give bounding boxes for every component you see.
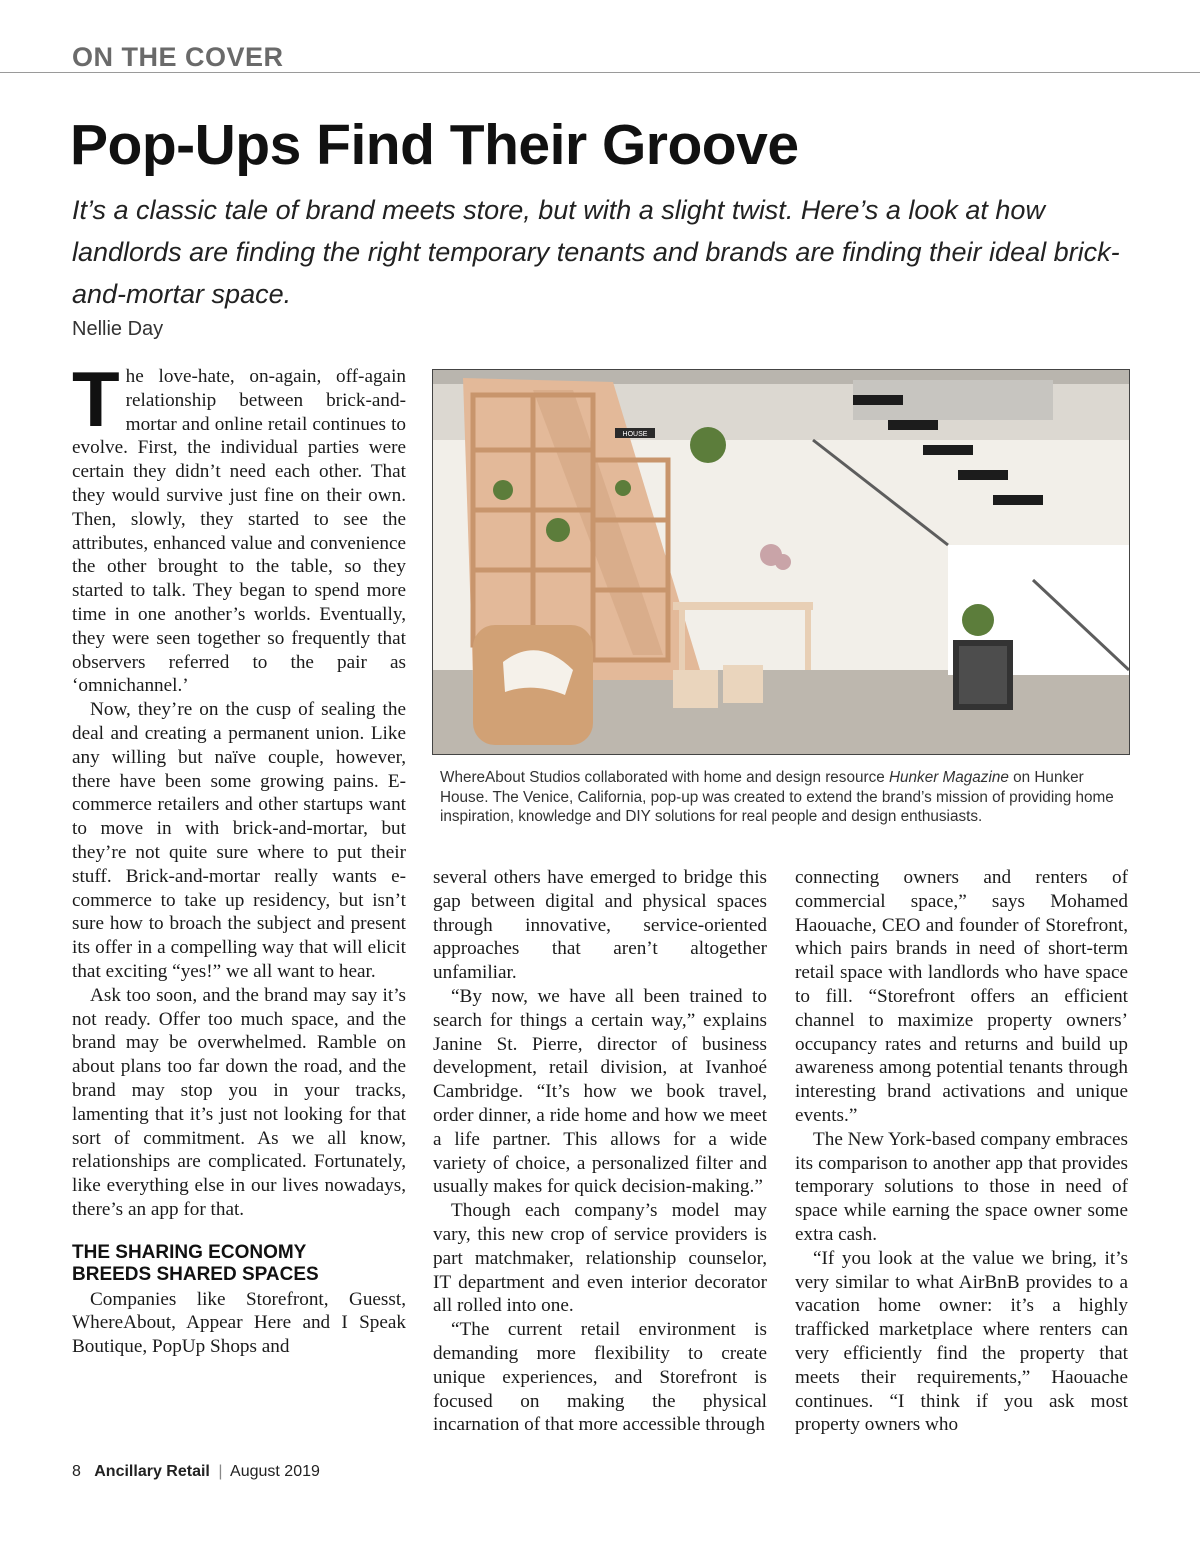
footer-separator: | bbox=[218, 1463, 223, 1480]
publication-name: Ancillary Retail bbox=[94, 1463, 210, 1480]
paragraph: Companies like Storefront, Guesst, WhereAbout, Appear Here and I Speak Boutique, PopUp Shops and bbox=[72, 1288, 406, 1358]
paragraph bbox=[72, 355, 406, 698]
caption-magazine-title: Hunker Magazine bbox=[888, 769, 1009, 786]
section-label: ON THE COVER bbox=[72, 42, 284, 72]
paragraph: connecting owners and renters of commercial space,” says Mohamed Haouache, CEO and founder of Storefront, which pairs brands in need of short-term retail space with landlords who have space to fill. “Storefront offers an efficient channel to maximize property owners’ occupancy rates and returns and build up awareness among potential tenants through interesting brand activations and unique events.” bbox=[795, 867, 1128, 1126]
section-subhead bbox=[72, 1242, 406, 1286]
issue-date: August 2019 bbox=[230, 1463, 320, 1480]
caption-text: WhereAbout Studios collaborated with home and design resource bbox=[440, 769, 889, 786]
article-headline: Pop-Ups Find Their Groove bbox=[70, 113, 799, 177]
paragraph-text: he love-hate, on-again, off-again relationship between brick-and-mortar and online retail continues to evolve. First, the individual parties were certain they didn’t need each other. That they would survive just fine on their own. Then, slowly, they started to see the attributes, enhanced value and convenience the other brought to the table, so they started to talk. They began to spend more time in one another’s worlds. Eventually, they were seen together so frequently that observers referred to the pair as ‘omnichannel.’ bbox=[72, 366, 406, 697]
article-column-3 bbox=[795, 866, 1128, 1437]
cover-photo bbox=[432, 369, 1130, 755]
paragraph: several others have emerged to bridge this gap between digital and physical spaces through innovative, service-oriented approaches that aren’t altogether unfamiliar. bbox=[433, 867, 767, 984]
article-column-1 bbox=[72, 355, 406, 1359]
paragraph: Though each company’s model may vary, this new crop of service providers is part matchmaker, relationship counselor, IT department and even interior decorator all rolled into one. bbox=[433, 1200, 767, 1317]
paragraph: Now, they’re on the cusp of sealing the deal and creating a permanent union. Like any willing but naïve couple, however, there have been some growing pains. E-commerce retailers and other startups want to move in with brick-and-mortar, but they’re not quite sure where to put their stuff. Brick-and-mortar really wants e-commerce to take up residency, but isn’t sure how to broach the subject and present its offer in a compelling way that will elicit that exciting “yes!” we all want to hear. bbox=[72, 699, 406, 982]
paragraph: “If you look at the value we bring, it’s very similar to what AirBnB provides to a vacation home owner: it’s a highly trafficked marketplace where renters can very efficiently find the property that meets their requirements,” Haouache continues. “I think if you ask most property owners who bbox=[795, 1247, 1128, 1436]
page-footer bbox=[72, 1463, 320, 1481]
shelf-sign: HOUSE bbox=[622, 431, 648, 438]
header-divider bbox=[0, 72, 1200, 73]
paragraph: Ask too soon, and the brand may say it’s not ready. Offer too much space, and the brand may be overwhelmed. Ramble on about plans too far down the road, and the brand may stop you in your tracks, lamenting that it’s just not looking for that sort of commitment. As we all know, relationships are complicated. Fortunately, like everything else in our lives nowadays, there’s an app for that. bbox=[72, 984, 406, 1220]
subhead-line: BREEDS SHARED SPACES bbox=[72, 1263, 319, 1285]
interior-illustration bbox=[433, 370, 1129, 754]
page-number: 8 bbox=[72, 1463, 81, 1480]
article-dek: It’s a classic tale of brand meets store, but with a slight twist. Here’s a look at how landlords are finding the right temporary tenants and brands are finding their ideal brick-and-mortar space. bbox=[72, 195, 1120, 309]
paragraph: The New York-based company embraces its comparison to another app that provides temporary solutions to those in need of space while earning the space owner some extra cash. bbox=[795, 1128, 1128, 1245]
photo-caption bbox=[440, 768, 1125, 827]
article-byline: Nellie Day bbox=[72, 318, 164, 340]
article-column-2 bbox=[433, 866, 767, 1437]
drop-cap: T bbox=[72, 355, 120, 443]
paragraph: “The current retail environment is demanding more flexibility to create unique experiences, and Storefront is focused on making the physical incarnation of that more accessible through bbox=[433, 1319, 767, 1436]
subhead-line: THE SHARING ECONOMY bbox=[72, 1241, 307, 1263]
caption-text: on Hunker House. The Venice, California, pop-up was created to extend the brand’s mission of providing home inspiration, knowledge and DIY solutions for real people and design enthusiasts. bbox=[440, 769, 1114, 825]
paragraph: “By now, we have all been trained to search for things a certain way,” explains Janine St. Pierre, director of business development, retail division, at Ivanhoé Cambridge. “It’s how we book travel, order dinner, a ride home and how we meet a life partner. This allows for a wide variety of choice, a personalized filter and usually makes for quick decision-making.” bbox=[433, 985, 767, 1198]
